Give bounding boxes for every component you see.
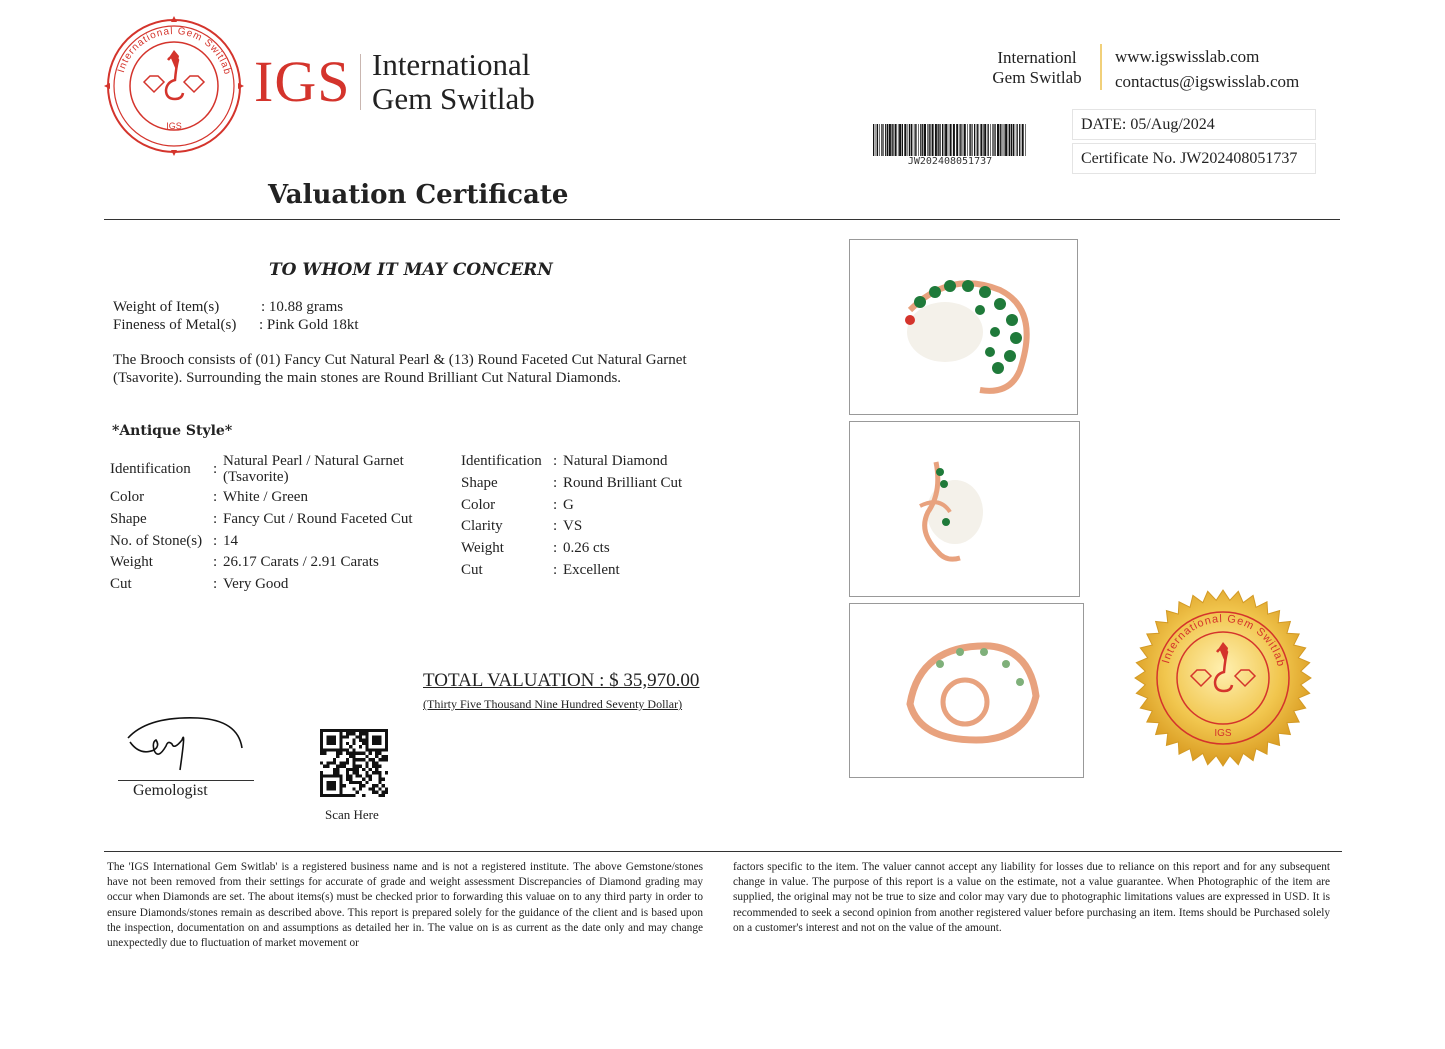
item-weight-label: Weight of Item(s)	[113, 299, 220, 315]
item-description: The Brooch consists of (01) Fancy Cut Natural Pearl & (13) Round Faceted Cut Natural Garnet (Tsavorite). Surrounding the main stones are Round Brilliant Cut Natural Diamonds.	[113, 352, 687, 386]
main-stones-table	[110, 453, 433, 598]
diamonds-table	[461, 453, 703, 584]
table-row	[110, 554, 433, 576]
brooch-front-image	[850, 240, 1076, 413]
brand-name	[372, 48, 535, 116]
total-valuation-words: (Thirty Five Thousand Nine Hundred Seventy Dollar)	[423, 697, 683, 711]
footer-rule	[104, 851, 1342, 852]
gemologist-signature	[122, 716, 246, 772]
seal-ring-text: International Gem Switlab	[1160, 612, 1287, 669]
style-label: *Antique Style*	[112, 423, 233, 439]
spec-label: No. of Stone(s)	[110, 532, 203, 549]
spec-label: Identification	[461, 453, 542, 469]
spec-value: 0.26 cts	[563, 540, 610, 557]
disclaimer-left: The 'IGS International Gem Switlab' is a registered business name and is not a registered institute. The above Gemstone/stones have not been removed from their settings for accurate of grade and weight assessment Discrepancies of Diamond grading may occur when Diamonds are set. The about items(s) must be checked prior to forwarding this valuae on to any third party in order to ensure Diamonds/stones remain as described above. This report is prepared solely for the guidance of the client and is based upon the inspection, documentation on and assumptions as detailed her in. The value on is as current as the date only and may change unexpectedly due to fluctuation of market movement or	[107, 861, 703, 950]
brand-abbreviation: IGS	[254, 49, 351, 114]
spec-label: Weight	[110, 554, 153, 571]
spec-value: Fancy Cut / Round Faceted Cut	[223, 510, 413, 527]
table-row	[110, 533, 433, 555]
table-row	[110, 489, 433, 511]
table-row	[110, 576, 433, 598]
brand-divider	[360, 54, 361, 110]
spec-label: Cut	[461, 561, 483, 578]
spec-value: Very Good	[223, 576, 289, 593]
metal-fineness-value: : Pink Gold 18kt	[259, 317, 359, 333]
spec-label: Color	[110, 489, 145, 505]
spec-label: Color	[461, 496, 496, 513]
spec-value: Excellent	[563, 561, 620, 578]
brooch-back-photo	[849, 603, 1084, 778]
spec-label: Identification	[110, 461, 191, 477]
brooch-side-image	[850, 422, 1078, 595]
gemologist-label: Gemologist	[133, 782, 208, 799]
table-row	[461, 540, 703, 562]
metal-fineness-label: Fineness of Metal(s)	[113, 317, 237, 333]
header-org-name	[980, 48, 1094, 88]
spec-value: 14	[223, 532, 238, 549]
barcode	[873, 124, 1027, 156]
logo-bottom-text: IGS	[166, 121, 182, 131]
spec-label: Shape	[110, 510, 147, 527]
signature-line	[118, 780, 254, 781]
spec-colon: :	[213, 489, 218, 505]
scan-here-label: Scan Here	[325, 807, 379, 822]
spec-label: Weight	[461, 540, 504, 557]
header-rule	[104, 219, 1340, 220]
table-row	[461, 562, 703, 584]
header-org-line2: Gem Switlab	[992, 68, 1082, 87]
document-title: Valuation Certificate	[268, 180, 569, 210]
disclaimer-right: factors specific to the item. The valuer cannot accept any liability for losses due to reliance on this report and for any subsequent change in value. The purpose of this report is a value on the estimate, not a value guarantee. When Photographic of the item are supplied, the original may not be true to size and color may vary due to photographic limitations values are expressed in USD. It is recommended to seek a second opinion from another registered valuer before purchasing an item. Items should be Purchased solely on a customer's interest and not on the value of the amount.	[733, 861, 1330, 934]
brand-name-line1: International	[372, 47, 531, 82]
table-row	[110, 511, 433, 533]
spec-colon: :	[553, 540, 558, 557]
brooch-back-image	[850, 604, 1082, 776]
header-contact	[1115, 44, 1299, 94]
spec-value: G	[563, 496, 574, 513]
gold-seal-icon	[1133, 588, 1313, 768]
spec-value: White / Green	[223, 489, 308, 505]
table-row	[461, 453, 703, 475]
table-row	[461, 475, 703, 497]
igs-seal-logo	[104, 16, 244, 156]
spec-value: VS	[563, 518, 583, 535]
brooch-side-photo	[849, 421, 1080, 597]
header-org-line1: Internationl	[997, 48, 1077, 67]
spec-colon: :	[553, 453, 558, 469]
spec-colon: :	[553, 518, 558, 535]
spec-value: Round Brilliant Cut	[563, 474, 683, 491]
spec-value: Natural Diamond	[563, 453, 668, 469]
logo-ring-text: International Gem Switlab	[115, 25, 233, 77]
spec-colon: :	[553, 496, 558, 513]
table-row	[110, 453, 433, 489]
spec-colon: :	[213, 532, 218, 549]
table-row	[461, 518, 703, 540]
spec-label: Clarity	[461, 518, 503, 535]
spec-colon: :	[213, 554, 218, 571]
seal-bottom-text: IGS	[1214, 728, 1232, 739]
table-row	[461, 497, 703, 519]
spec-value: Natural Pearl / Natural Garnet (Tsavorite)	[223, 453, 404, 485]
salutation: TO WHOM IT MAY CONCERN	[269, 260, 553, 280]
website-link[interactable]: www.igswisslab.com	[1115, 47, 1260, 66]
item-weight-value: : 10.88 grams	[261, 299, 344, 315]
header-divider	[1100, 44, 1102, 90]
spec-value: 26.17 Carats / 2.91 Carats	[223, 554, 379, 571]
total-valuation: TOTAL VALUATION : $ 35,970.00	[423, 670, 700, 691]
spec-label: Shape	[461, 474, 498, 491]
brand-name-line2: Gem Switlab	[372, 81, 535, 116]
email-link[interactable]: contactus@igswisslab.com	[1115, 72, 1300, 91]
spec-label: Cut	[110, 576, 132, 593]
spec-colon: :	[213, 461, 218, 477]
brooch-front-photo	[849, 239, 1078, 415]
spec-colon: :	[213, 510, 218, 527]
spec-colon: :	[553, 561, 558, 578]
certificate-number-box: Certificate No. JW202408051737	[1072, 143, 1316, 174]
barcode-text: JW202408051737	[907, 156, 993, 167]
spec-colon: :	[553, 474, 558, 491]
spec-colon: :	[213, 576, 218, 593]
qr-code[interactable]	[320, 729, 388, 797]
date-box: DATE: 05/Aug/2024	[1072, 109, 1316, 140]
